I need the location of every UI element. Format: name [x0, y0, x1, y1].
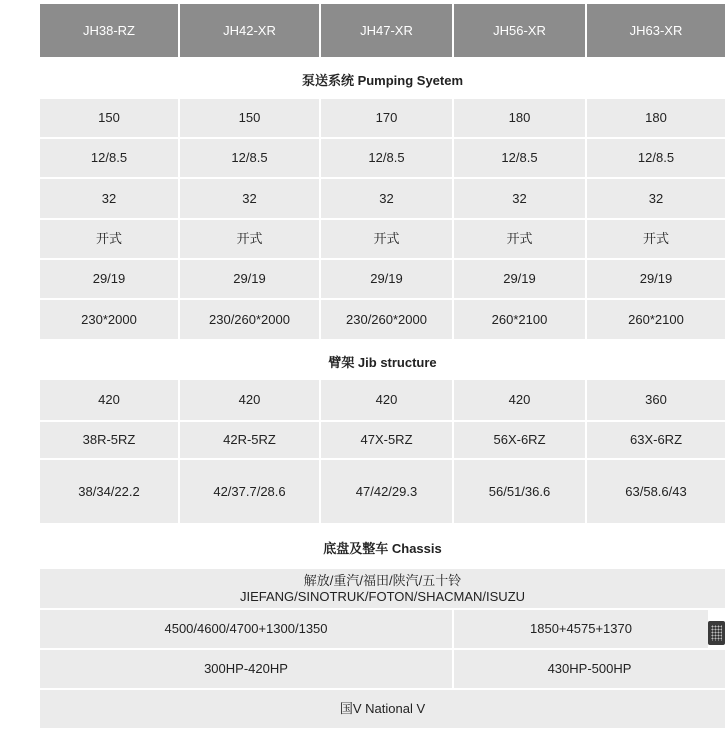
pumping-cell-r6-c1: 230*2000 [40, 300, 180, 341]
jib-cell-r1-c3: 420 [321, 380, 454, 422]
header-model-4: JH56-XR [454, 4, 587, 57]
pumping-cell-r5-c4: 29/19 [454, 260, 587, 300]
pumping-cell-r2-c3: 12/8.5 [321, 139, 454, 179]
pumping-cell-r6-c4: 260*2100 [454, 300, 587, 341]
pumping-cell-r6-c2: 230/260*2000 [180, 300, 321, 341]
pumping-cell-r1-c2: 150 [180, 99, 321, 139]
pumping-cell-r4-c4: 开式 [454, 220, 587, 260]
pumping-cell-r2-c4: 12/8.5 [454, 139, 587, 179]
pumping-cell-r1-c5: 180 [587, 99, 725, 139]
section-title-jib: 臂架 Jib structure [40, 342, 725, 380]
jib-cell-r1-c2: 420 [180, 380, 321, 422]
grid-icon[interactable] [708, 621, 725, 645]
chassis-brands-cn: 解放/重汽/福田/陕汽/五十铃 [303, 572, 462, 588]
chassis-wheelbase-1: 4500/4600/4700+1300/1350 [40, 610, 454, 650]
pumping-cell-r3-c1: 32 [40, 179, 180, 220]
pumping-cell-r2-c2: 12/8.5 [180, 139, 321, 179]
chassis-brands [40, 569, 725, 610]
pumping-cell-r5-c2: 29/19 [180, 260, 321, 300]
pumping-cell-r5-c5: 29/19 [587, 260, 725, 300]
jib-cell-r1-c1: 420 [40, 380, 180, 422]
pumping-cell-r1-c3: 170 [321, 99, 454, 139]
pumping-cell-r5-c1: 29/19 [40, 260, 180, 300]
jib-cell-r3-c3: 47/42/29.3 [321, 460, 454, 525]
jib-cell-r3-c2: 42/37.7/28.6 [180, 460, 321, 525]
jib-cell-r3-c1: 38/34/22.2 [40, 460, 180, 525]
chassis-emission: 国V National V [40, 690, 725, 730]
section-title-pumping: 泵送系统 Pumping Syetem [40, 59, 725, 99]
pumping-cell-r4-c1: 开式 [40, 220, 180, 260]
pumping-cell-r1-c1: 150 [40, 99, 180, 139]
jib-cell-r2-c5: 63X-6RZ [587, 422, 725, 460]
pumping-cell-r3-c2: 32 [180, 179, 321, 220]
pumping-cell-r3-c3: 32 [321, 179, 454, 220]
pumping-cell-r4-c2: 开式 [180, 220, 321, 260]
pumping-cell-r3-c5: 32 [587, 179, 725, 220]
jib-cell-r1-c4: 420 [454, 380, 587, 422]
chassis-power-1: 300HP-420HP [40, 650, 454, 690]
header-model-3: JH47-XR [321, 4, 454, 57]
jib-cell-r3-c4: 56/51/36.6 [454, 460, 587, 525]
header-model-2: JH42-XR [180, 4, 321, 57]
header-model-5: JH63-XR [587, 4, 725, 57]
pumping-cell-r3-c4: 32 [454, 179, 587, 220]
pumping-cell-r6-c3: 230/260*2000 [321, 300, 454, 341]
pumping-cell-r2-c1: 12/8.5 [40, 139, 180, 179]
pumping-cell-r1-c4: 180 [454, 99, 587, 139]
pumping-cell-r6-c5: 260*2100 [587, 300, 725, 341]
jib-cell-r2-c3: 47X-5RZ [321, 422, 454, 460]
jib-cell-r3-c5: 63/58.6/43 [587, 460, 725, 525]
chassis-wheelbase-2: 1850+4575+1370 [454, 610, 708, 650]
pumping-cell-r5-c3: 29/19 [321, 260, 454, 300]
header-model-1: JH38-RZ [40, 4, 180, 57]
jib-cell-r2-c1: 38R-5RZ [40, 422, 180, 460]
pumping-cell-r4-c5: 开式 [587, 220, 725, 260]
pumping-cell-r2-c5: 12/8.5 [587, 139, 725, 179]
chassis-power-2: 430HP-500HP [454, 650, 725, 690]
jib-cell-r1-c5: 360 [587, 380, 725, 422]
jib-cell-r2-c2: 42R-5RZ [180, 422, 321, 460]
chassis-brands-en: JIEFANG/SINOTRUK/FOTON/SHACMAN/ISUZU [239, 588, 526, 604]
jib-cell-r2-c4: 56X-6RZ [454, 422, 587, 460]
section-title-chassis: 底盘及整车 Chassis [40, 525, 725, 569]
pumping-cell-r4-c3: 开式 [321, 220, 454, 260]
